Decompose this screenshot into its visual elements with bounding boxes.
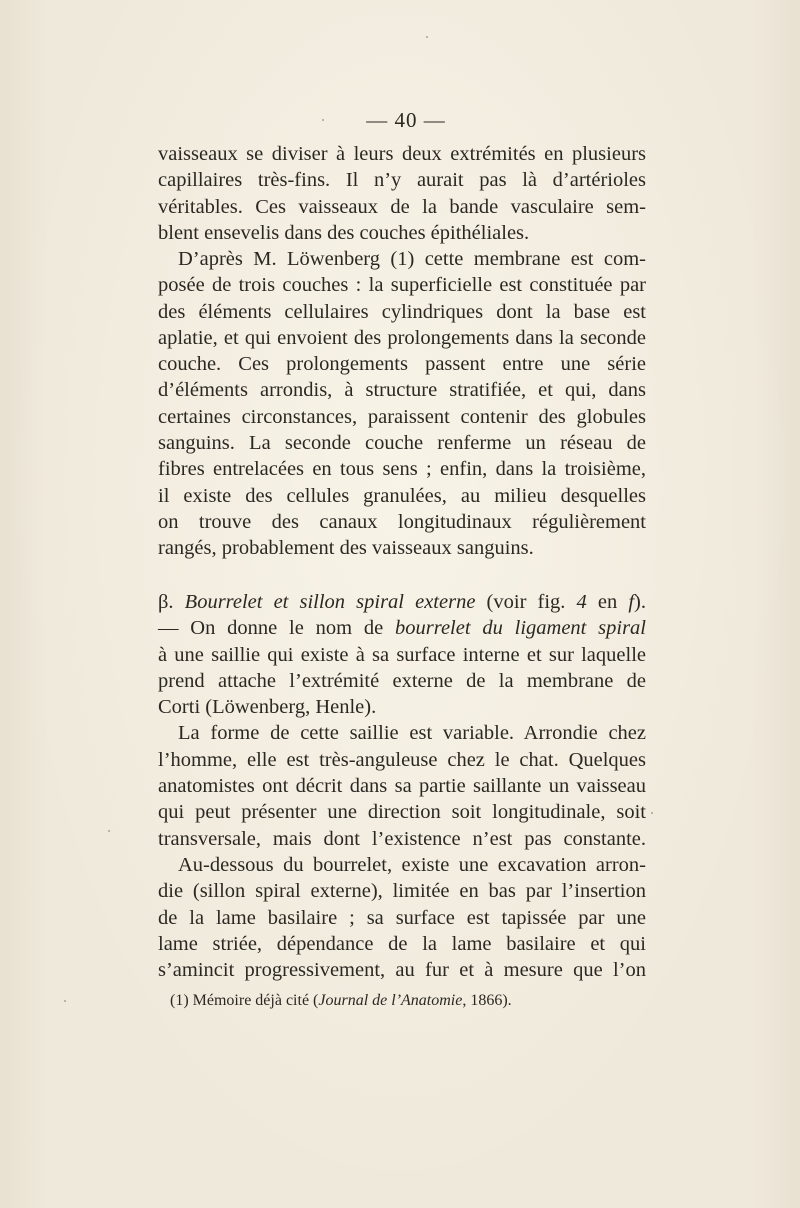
text-line: de la lame basilaire ; sa surface est tapissée par une <box>158 906 646 929</box>
paper-speck <box>108 830 110 832</box>
text-line: D’après M. Löwenberg (1) cette membrane est com- <box>178 248 646 270</box>
section-heading-line <box>158 589 646 615</box>
text-line: — On donne le nom de bourrelet du ligament spiral <box>158 617 646 640</box>
text-line: il existe des cellules granulées, au milieu desquelles <box>158 484 646 507</box>
text-line: blent ensevelis dans des couches épithéliales. <box>158 221 530 244</box>
paragraph-vessels <box>158 141 646 246</box>
text-line: des éléments cellulaires cylindriques dont la base est <box>158 300 646 323</box>
section-bourrelet <box>158 589 646 983</box>
journal-title: Journal de l’Anatomie <box>318 992 463 1009</box>
text-line: Corti (Löwenberg, Henle). <box>158 696 377 719</box>
text-line: anatomistes ont décrit dans sa partie saillante un vaisseau <box>158 775 646 798</box>
text-line: transversale, mais dont l’existence n’est pas constante. <box>158 827 646 850</box>
text-line: fibres entrelacées en tous sens ; enfin, dans la troisième, <box>158 458 646 481</box>
text-line: sanguins. La seconde couche renferme un réseau de <box>158 432 646 455</box>
figure-ref: (voir fig. 4 en f). <box>486 591 646 613</box>
text-line: La forme de cette saillie est variable. Arrondie chez <box>178 722 646 745</box>
paper-speck <box>322 119 324 121</box>
text-line: qui peut présenter une direction soit longitudinale, soit <box>158 801 646 824</box>
text-line: lame striée, dépendance de la lame basilaire et qui <box>158 932 646 955</box>
paper-speck <box>426 36 428 38</box>
text-line: aplatie, et qui envoient des prolongements dans la seconde <box>158 326 646 349</box>
text-line: l’homme, elle est très-anguleuse chez le chat. Quelques <box>158 748 646 771</box>
section-marker: β. <box>158 591 174 613</box>
text-line: véritables. Ces vaisseaux de la bande vasculaire sem- <box>158 195 646 218</box>
text-line: posée de trois couches : la superficielle est constituée par <box>158 274 646 297</box>
text-line: certaines circonstances, paraissent contenir des globules <box>158 405 646 428</box>
text-line: à une saillie qui existe à sa surface interne et sur laquelle <box>158 643 646 666</box>
text-line: vaisseaux se diviser à leurs deux extrémités en plusieurs <box>158 143 646 165</box>
paragraph-lowenberg <box>158 246 646 562</box>
paper-speck <box>64 1000 66 1002</box>
text-line: prend attache l’extrémité externe de la membrane de <box>158 669 646 692</box>
section-title: Bourrelet et sillon spiral externe <box>184 591 476 613</box>
text-line: capillaires très-fins. Il n’y aurait pas là d’artérioles <box>158 169 646 192</box>
footnote: (1) Mémoire déjà cité (Journal de l’Anatomie, 1866). <box>170 992 512 1009</box>
page-number: — 40 — <box>366 108 446 132</box>
paper-speck <box>651 812 653 814</box>
text-line: on trouve des canaux longitudinaux régulièrement <box>158 510 646 533</box>
text-line: die (sillon spiral externe), limitée en bas par l’insertion <box>158 880 646 903</box>
text-line: Au-dessous du bourrelet, existe une excavation arron- <box>178 853 646 876</box>
text-line: s’amincit progressivement, au fur et à mesure que l’on <box>158 959 646 982</box>
text-line: d’éléments arrondis, à structure stratifiée, et qui, dans <box>158 379 646 402</box>
term-emphasis: bourrelet du ligament spiral <box>395 617 646 640</box>
text-line: couche. Ces prolongements passent entre une série <box>158 353 646 376</box>
text-line: rangés, probablement des vaisseaux sanguins. <box>158 537 534 560</box>
